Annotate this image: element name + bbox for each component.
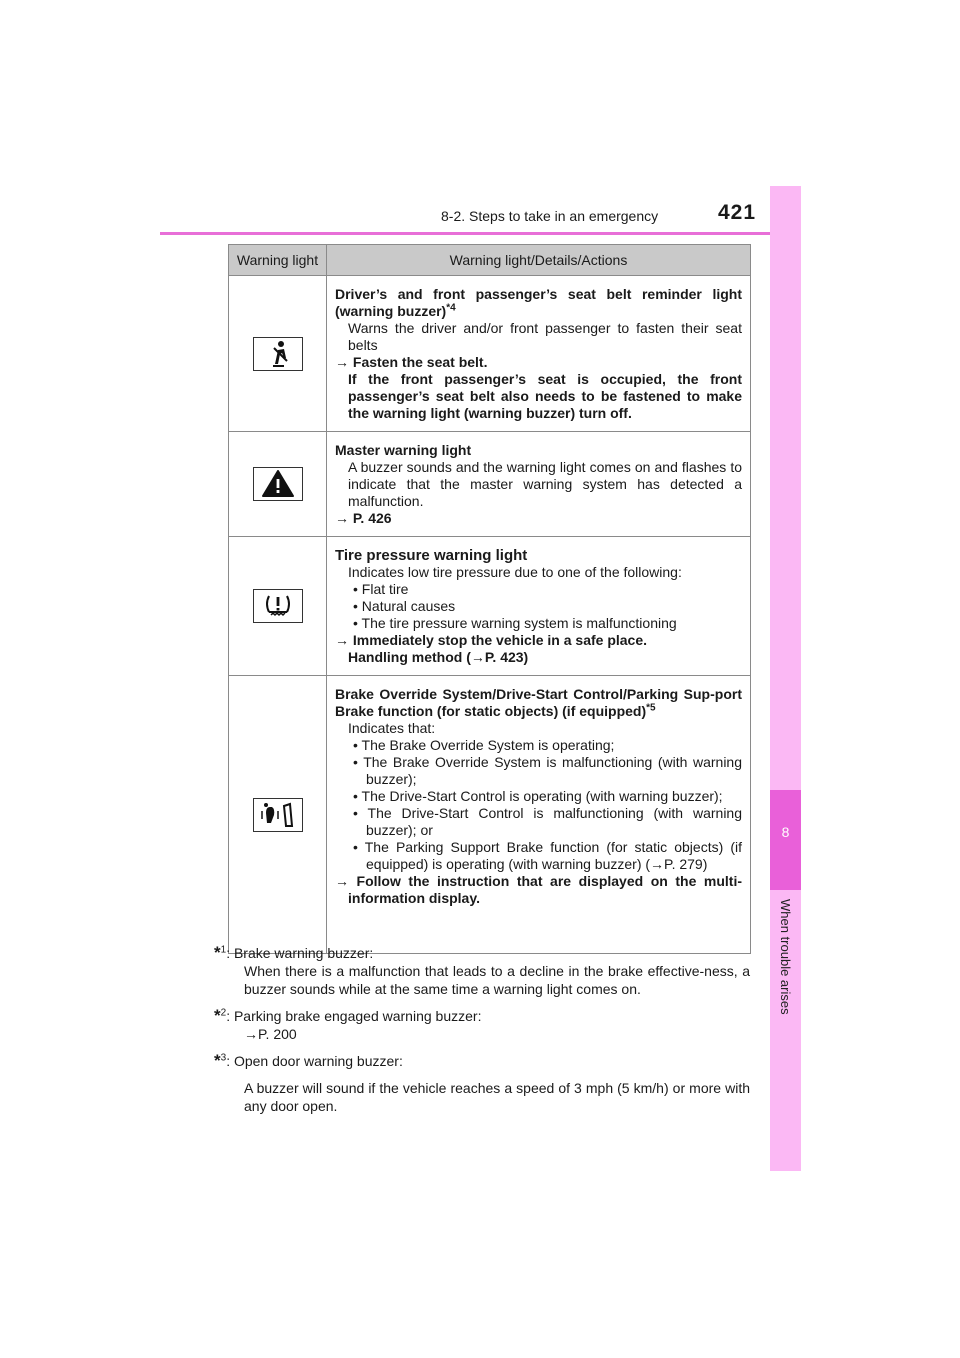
list-item: • The Drive-Start Control is malfunctioning (with warning buzzer); or bbox=[353, 805, 742, 838]
footnote-title: : Open door warning buzzer: bbox=[226, 1053, 403, 1069]
arrow-icon: → bbox=[335, 632, 349, 648]
list-item: • The tire pressure warning system is malfunctioning bbox=[353, 615, 677, 631]
footnote-mark: * bbox=[214, 1051, 221, 1070]
col-header-details: Warning light/Details/Actions bbox=[327, 245, 751, 276]
footnote-ref: *4 bbox=[446, 302, 456, 314]
row-title: Master warning light bbox=[335, 442, 472, 458]
list-item: • The Drive-Start Control is operating (with warning buzzer); bbox=[353, 788, 723, 804]
tire-pressure-icon bbox=[253, 589, 303, 623]
table-row bbox=[229, 676, 751, 954]
row-action: P. 426 bbox=[352, 510, 392, 526]
row-title: Driver’s and front passenger’s seat belt reminder light (warning buzzer) bbox=[335, 286, 742, 319]
row-action: Follow the instruction that are displayed on the multi-information display. bbox=[348, 873, 742, 906]
detail-cell bbox=[327, 676, 751, 954]
table-header-row bbox=[229, 245, 751, 276]
footnote bbox=[214, 1007, 750, 1043]
master-warning-icon bbox=[253, 467, 303, 501]
list-item: • The Parking Support Brake function (for static objects) (if equipped) is operating (with warning buzzer) (→P. 279) bbox=[353, 839, 742, 872]
table-row bbox=[229, 432, 751, 537]
arrow-icon: → bbox=[335, 873, 349, 889]
icon-cell bbox=[229, 432, 327, 537]
footnote-number: 1 bbox=[220, 944, 227, 956]
row-title: Brake Override System/Drive-Start Control/Parking Sup-port Brake function (for static objects) (if equipped) bbox=[335, 686, 742, 719]
list-item: • The Brake Override System is malfunctioning (with warning buzzer); bbox=[353, 754, 742, 787]
detail-cell bbox=[327, 276, 751, 432]
brake-override-icon bbox=[253, 798, 303, 832]
row-detail: A buzzer sounds and the warning light comes on and flashes to indicate that the master warning system has detected a malfunction. bbox=[348, 459, 742, 509]
icon-cell bbox=[229, 537, 327, 676]
row-action-detail: If the front passenger’s seat is occupied, the front passenger’s seat belt also needs to be fastened to make the warning light (warning buzzer) turn off. bbox=[348, 371, 742, 421]
chapter-number-tab bbox=[770, 790, 801, 890]
warning-light-table bbox=[228, 244, 751, 954]
chapter-number: 8 bbox=[781, 824, 790, 840]
footnote-text: When there is a malfunction that leads to a decline in the brake effective-ness, a buzzer sounds while at the same time a warning light comes on. bbox=[244, 963, 750, 997]
footnote-title: : Brake warning buzzer: bbox=[226, 945, 374, 961]
section-title: 8-2. Steps to take in an emergency bbox=[441, 208, 659, 224]
table-row bbox=[229, 537, 751, 676]
detail-cell bbox=[327, 432, 751, 537]
detail-cell bbox=[327, 537, 751, 676]
footnote bbox=[214, 1052, 750, 1115]
footnote-number: 3 bbox=[220, 1052, 227, 1064]
row-title: Tire pressure warning light bbox=[335, 547, 528, 564]
footnote-text: →P. 200 bbox=[244, 1026, 297, 1042]
chapter-side-tab bbox=[770, 186, 801, 1171]
header-rule bbox=[160, 232, 800, 235]
footnote-text: A buzzer will sound if the vehicle reaches a speed of 3 mph (5 km/h) or more with any door open. bbox=[244, 1080, 750, 1114]
list-item: • Flat tire bbox=[353, 581, 409, 597]
footnote-mark: * bbox=[214, 1006, 221, 1025]
seat-belt-reminder-icon bbox=[253, 337, 303, 371]
footnote-title: : Parking brake engaged warning buzzer: bbox=[226, 1008, 482, 1024]
row-action: Fasten the seat belt. bbox=[352, 354, 488, 370]
row-detail: Warns the driver and/or front passenger to fasten their seat belts bbox=[348, 320, 742, 353]
footnote-number: 2 bbox=[220, 1007, 227, 1019]
list-item: • The Brake Override System is operating; bbox=[353, 737, 615, 753]
row-detail: Indicates low tire pressure due to one of the following: bbox=[348, 564, 682, 580]
icon-cell bbox=[229, 276, 327, 432]
row-action-detail: Handling method (→P. 423) bbox=[348, 649, 529, 665]
col-header-warning-light: Warning light bbox=[229, 245, 327, 276]
icon-cell bbox=[229, 676, 327, 954]
arrow-icon: → bbox=[335, 354, 349, 370]
row-detail: Indicates that: bbox=[348, 720, 436, 736]
chapter-label: When trouble arises bbox=[778, 899, 793, 1015]
arrow-icon: → bbox=[335, 510, 349, 526]
table-row bbox=[229, 276, 751, 432]
footnote bbox=[214, 944, 750, 998]
row-action: Immediately stop the vehicle in a safe place. bbox=[352, 632, 648, 648]
footnote-mark: * bbox=[214, 943, 221, 962]
list-item: • Natural causes bbox=[353, 598, 456, 614]
footnotes bbox=[214, 944, 750, 1124]
page-number: 421 bbox=[718, 201, 757, 224]
footnote-ref: *5 bbox=[646, 702, 656, 714]
chapter-label-box bbox=[778, 899, 794, 1015]
